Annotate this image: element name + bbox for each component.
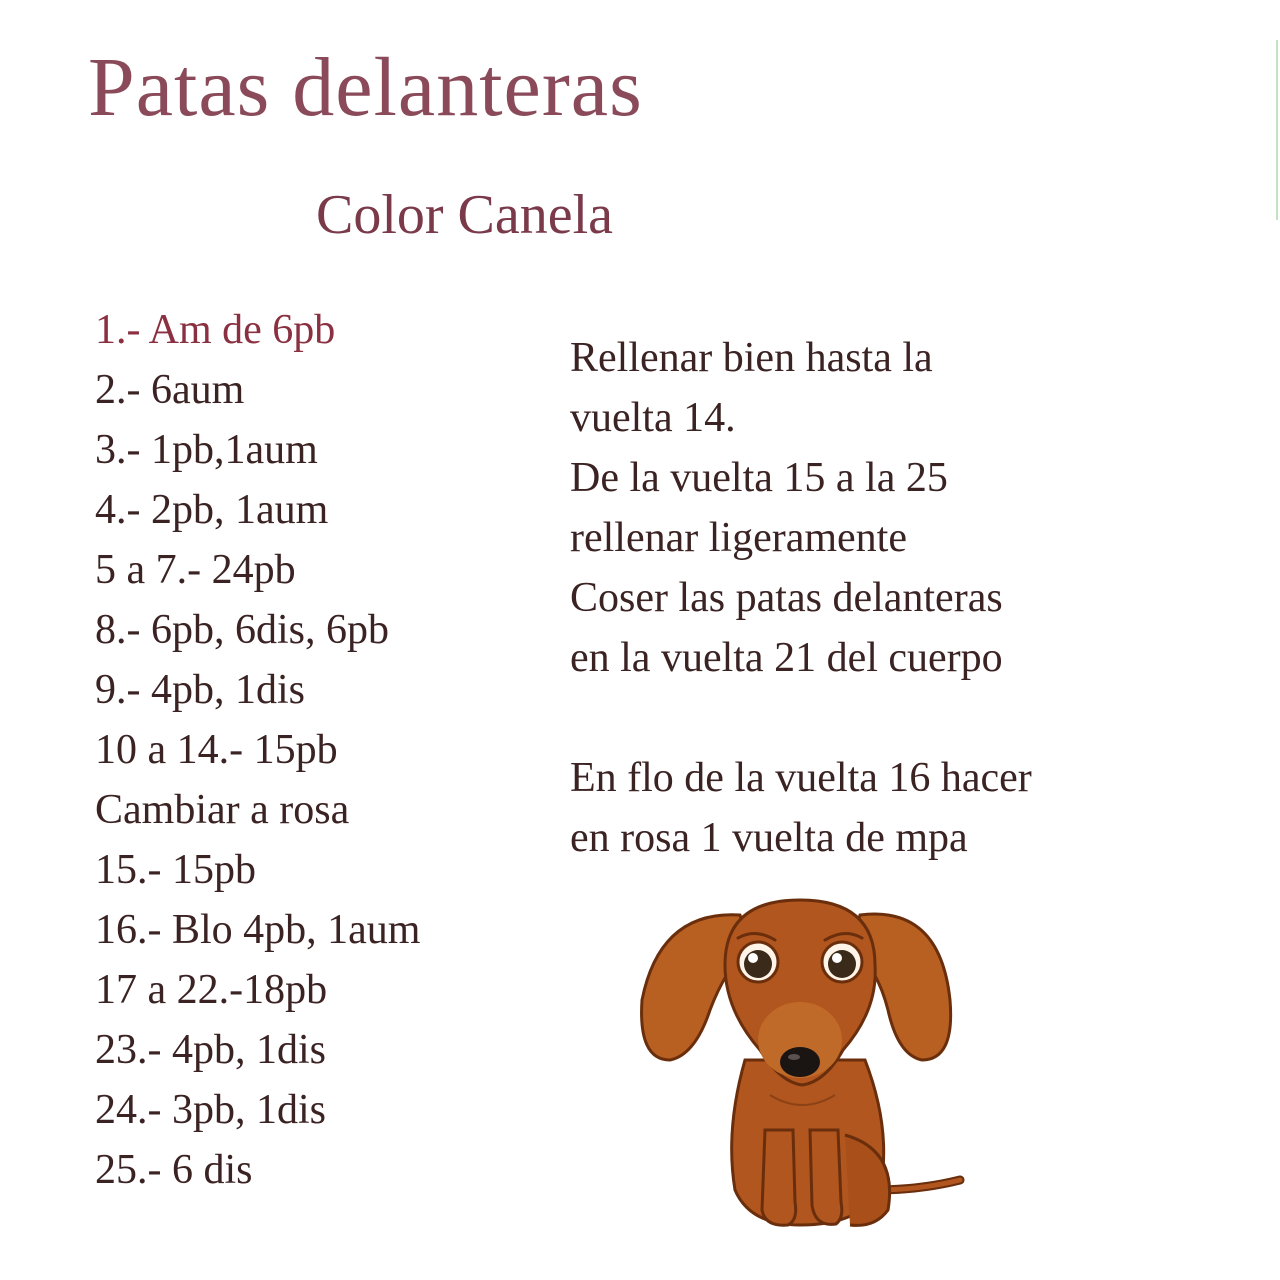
note-line: rellenar ligeramente [570, 515, 907, 561]
note-line: vuelta 14. [570, 395, 736, 441]
note-line: en rosa 1 vuelta de mpa [570, 815, 968, 861]
note-line: De la vuelta 15 a la 25 [570, 455, 948, 501]
edge-line [1276, 40, 1278, 220]
step-item: 24.- 3pb, 1dis [95, 1087, 326, 1133]
step-item: 17 a 22.-18pb [95, 967, 328, 1013]
page-subtitle: Color Canela [316, 184, 614, 246]
step-item: 16.- Blo 4pb, 1aum [95, 907, 421, 953]
step-item: 8.- 6pb, 6dis, 6pb [95, 607, 389, 653]
step-item: 2.- 6aum [95, 367, 245, 413]
step-item: Cambiar a rosa [95, 787, 350, 833]
page-title: Patas delanteras [88, 41, 643, 134]
instructions-notes [570, 328, 1032, 868]
note-line: Coser las patas delanteras [570, 575, 1003, 621]
step-item: 1.- Am de 6pb [95, 307, 336, 353]
step-item: 23.- 4pb, 1dis [95, 1027, 326, 1073]
step-item: 4.- 2pb, 1aum [95, 487, 329, 533]
step-item: 5 a 7.- 24pb [95, 547, 296, 593]
note-line: En flo de la vuelta 16 hacer [570, 755, 1032, 801]
step-item: 10 a 14.- 15pb [95, 727, 338, 773]
step-item: 25.- 6 dis [95, 1147, 253, 1193]
pattern-steps-list [95, 300, 420, 1200]
dachshund-puppy-illustration [630, 890, 980, 1240]
step-item: 15.- 15pb [95, 847, 256, 893]
note-line: Rellenar bien hasta la [570, 335, 933, 381]
note-spacer [570, 688, 1032, 748]
step-item: 3.- 1pb,1aum [95, 427, 318, 473]
step-item: 9.- 4pb, 1dis [95, 667, 305, 713]
note-line: en la vuelta 21 del cuerpo [570, 635, 1003, 681]
